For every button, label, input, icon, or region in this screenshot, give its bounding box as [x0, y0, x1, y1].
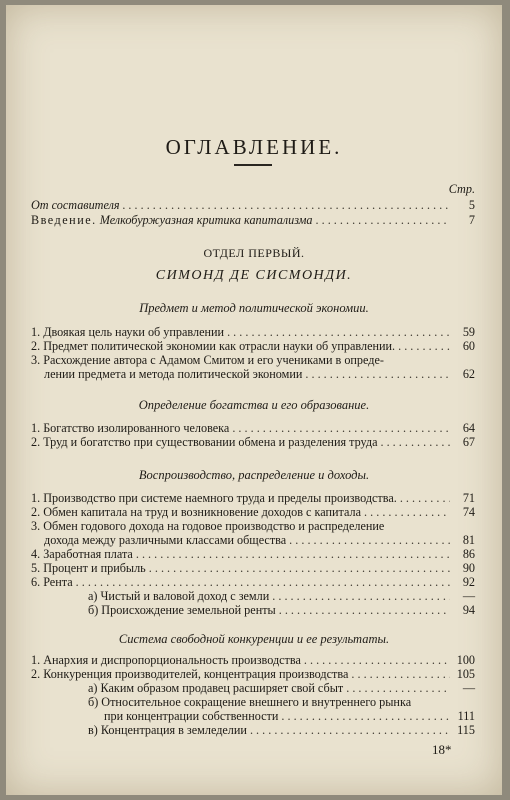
page-column-label: Стр.	[448, 182, 475, 196]
toc-subentry[interactable]: в) Концентрация в земледелии . . . 115	[88, 723, 475, 737]
title-divider	[234, 164, 272, 166]
intro-prefix: Введение.	[31, 213, 97, 227]
toc-entry[interactable]: 2. Конкуренция производителей, концентрация производства . . . 105	[31, 667, 475, 681]
section-heading: Воспроизводство, распределение и доходы.	[138, 468, 370, 482]
part-label: ОТДЕЛ ПЕРВЫЙ.	[203, 246, 305, 260]
section-heading: Определение богатства и его образование.	[138, 398, 370, 412]
toc-subentry[interactable]: а) Чистый и валовой доход с земли . . . —	[88, 589, 475, 603]
toc-entry[interactable]: 1. Двоякая цель науки об управлении . . . 59	[31, 325, 475, 339]
page-title: ОГЛАВЛЕНИЕ.	[165, 135, 343, 159]
toc-entry-first-line[interactable]: 3. Обмен годового дохода на годовое производство и распределение	[31, 519, 385, 533]
toc-entry-first-line[interactable]: 3. Расхождение автора с Адамом Смитом и его учениками в опреде-	[31, 353, 384, 367]
signature-mark: 18*	[432, 742, 452, 757]
toc-entry-compiler[interactable]: От составителя . . . 5	[31, 198, 475, 212]
toc-entry[interactable]: 1. Анархия и диспропорциональность производства . . . 100	[31, 653, 475, 667]
section-heading: Предмет и метод политической экономии.	[139, 301, 369, 315]
toc-entry[interactable]: 4. Заработная плата . . . 86	[31, 547, 475, 561]
toc-subentry[interactable]: а) Каким образом продавец расширяет свой сбыт . . . —	[88, 681, 475, 695]
book-page	[6, 5, 502, 795]
toc-entry-continuation[interactable]: лении предмета и метода политической экономии . . . 62	[44, 367, 475, 381]
toc-subentry-continuation[interactable]: при концентрации собственности . . . 111	[104, 709, 475, 723]
toc-entry[interactable]: 5. Процент и прибыль . . . 90	[31, 561, 475, 575]
toc-entry-introduction[interactable]: Введение. Мелкобуржуазная критика капитализма . . . 7	[31, 213, 475, 227]
toc-entry[interactable]: 2. Предмет политической экономии как отрасли науки об управлении. . . . 60	[31, 339, 475, 353]
toc-entry[interactable]: 2. Обмен капитала на труд и возникновение доходов с капитала . . . 74	[31, 505, 475, 519]
intro-title: Мелкобуржуазная критика капитализма	[99, 213, 313, 227]
toc-entry[interactable]: 1. Богатство изолированного человека . . . 64	[31, 421, 475, 435]
toc-entry[interactable]: 1. Производство при системе наемного труда и пределы производства. . . . 71	[31, 491, 475, 505]
toc-entry[interactable]: 2. Труд и богатство при существовании обмена и разделения труда . . . 67	[31, 435, 475, 449]
toc-entry-continuation[interactable]: дохода между различными классами общества . . . 81	[44, 533, 475, 547]
toc-subentry-first-line[interactable]: б) Относительное сокращение внешнего и внутреннего рынка	[88, 695, 412, 709]
toc-entry[interactable]: 6. Рента . . . 92	[31, 575, 475, 589]
toc-subentry[interactable]: б) Происхождение земельной ренты . . . 94	[88, 603, 475, 617]
section-heading: Система свободной конкуренции и ее результаты.	[118, 632, 390, 646]
part-author: СИМОНД ДЕ СИСМОНДИ.	[155, 268, 353, 283]
